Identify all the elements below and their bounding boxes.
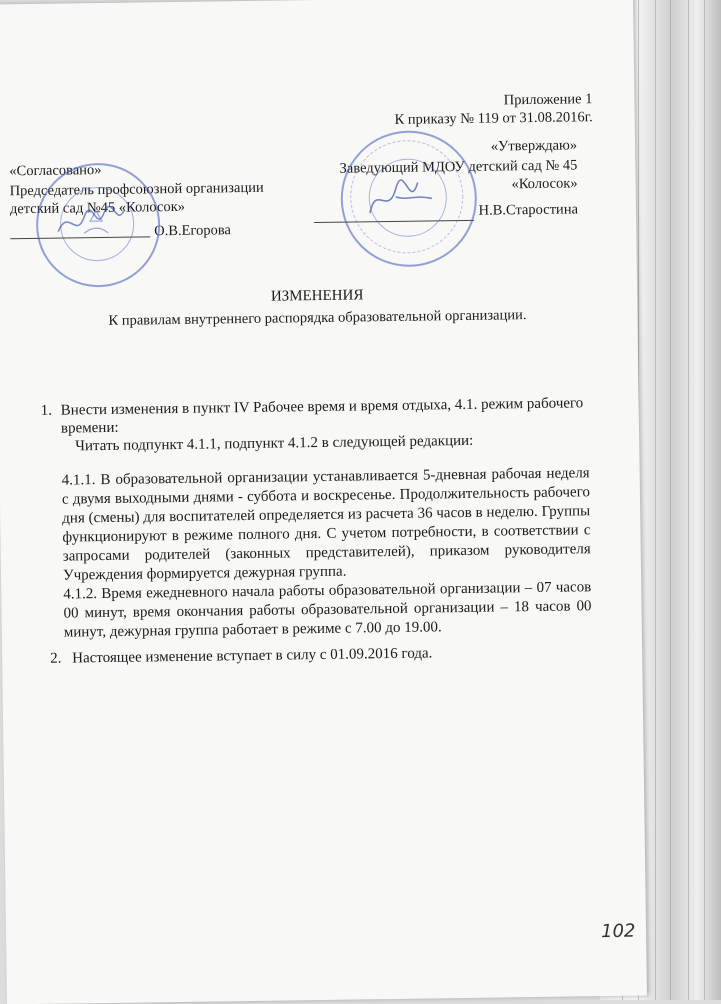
left-position-line2: детский сад №45 «Колосок» (9, 198, 186, 218)
annex-order: К приказу № 119 от 31.08.2016г. (394, 109, 593, 128)
left-signer-name: О.В.Егорова (154, 222, 232, 240)
agreed-label: «Согласовано» (9, 162, 102, 180)
right-position-line2: «Колосок» (511, 175, 578, 193)
approved-label: «Утверждаю» (490, 137, 578, 155)
item1-line2: времени: (60, 419, 119, 437)
right-signer-name: Н.В.Старостина (478, 201, 579, 219)
handwritten-page-number: 102 (600, 920, 636, 943)
left-position-line1: Председатель профсоюзной организации (9, 179, 264, 200)
item2-number: 2. (50, 650, 62, 667)
item1-read-instruction: Читать подпункт 4.1.1, подпункт 4.1.2 в следующей редакции: (75, 432, 474, 455)
right-position-line1: Заведующий МДОУ детский сад № 45 (339, 157, 578, 177)
document-title: ИЗМЕНЕНИЯ (270, 287, 364, 305)
item2-text: Настоящее изменение вступает в силу с 01.09.2016 года. (72, 645, 433, 667)
item1-number: 1. (40, 402, 53, 419)
document-subtitle: К правилам внутреннего распорядка образовательной организации. (108, 307, 527, 329)
clause-4-1-1: 4.1.1. В образовательной организации устанавливается 5-дневная рабочая неделя с двумя выходными днями - суббота и воскресенье. Продолжительность рабочего дня (смены) для воспитателей определяется из расчета 36 часов в неделю. Группы функционируют в режиме полного дня. С учетом потребности, в соответствии с запросами родителей (законных представителей), приказом руководителя Учреждения формируется дежурная группа. (61, 465, 591, 584)
item1-line1: Внести изменения в пункт IV Рабочее время и время отдыха, 4.1. режим рабочего (60, 395, 584, 419)
right-signature-scribble (365, 176, 436, 221)
clause-4-1-2: 4.1.2. Время ежедневного начала работы образовательной организации – 07 часов 00 минут, время окончания работы образовательной организации – 18 часов 00 минут, дежурная группа работает в режиме с 7.00 до 19.00. (63, 579, 592, 641)
left-signature-scribble (56, 203, 127, 244)
annex-number: Приложение 1 (503, 91, 593, 109)
